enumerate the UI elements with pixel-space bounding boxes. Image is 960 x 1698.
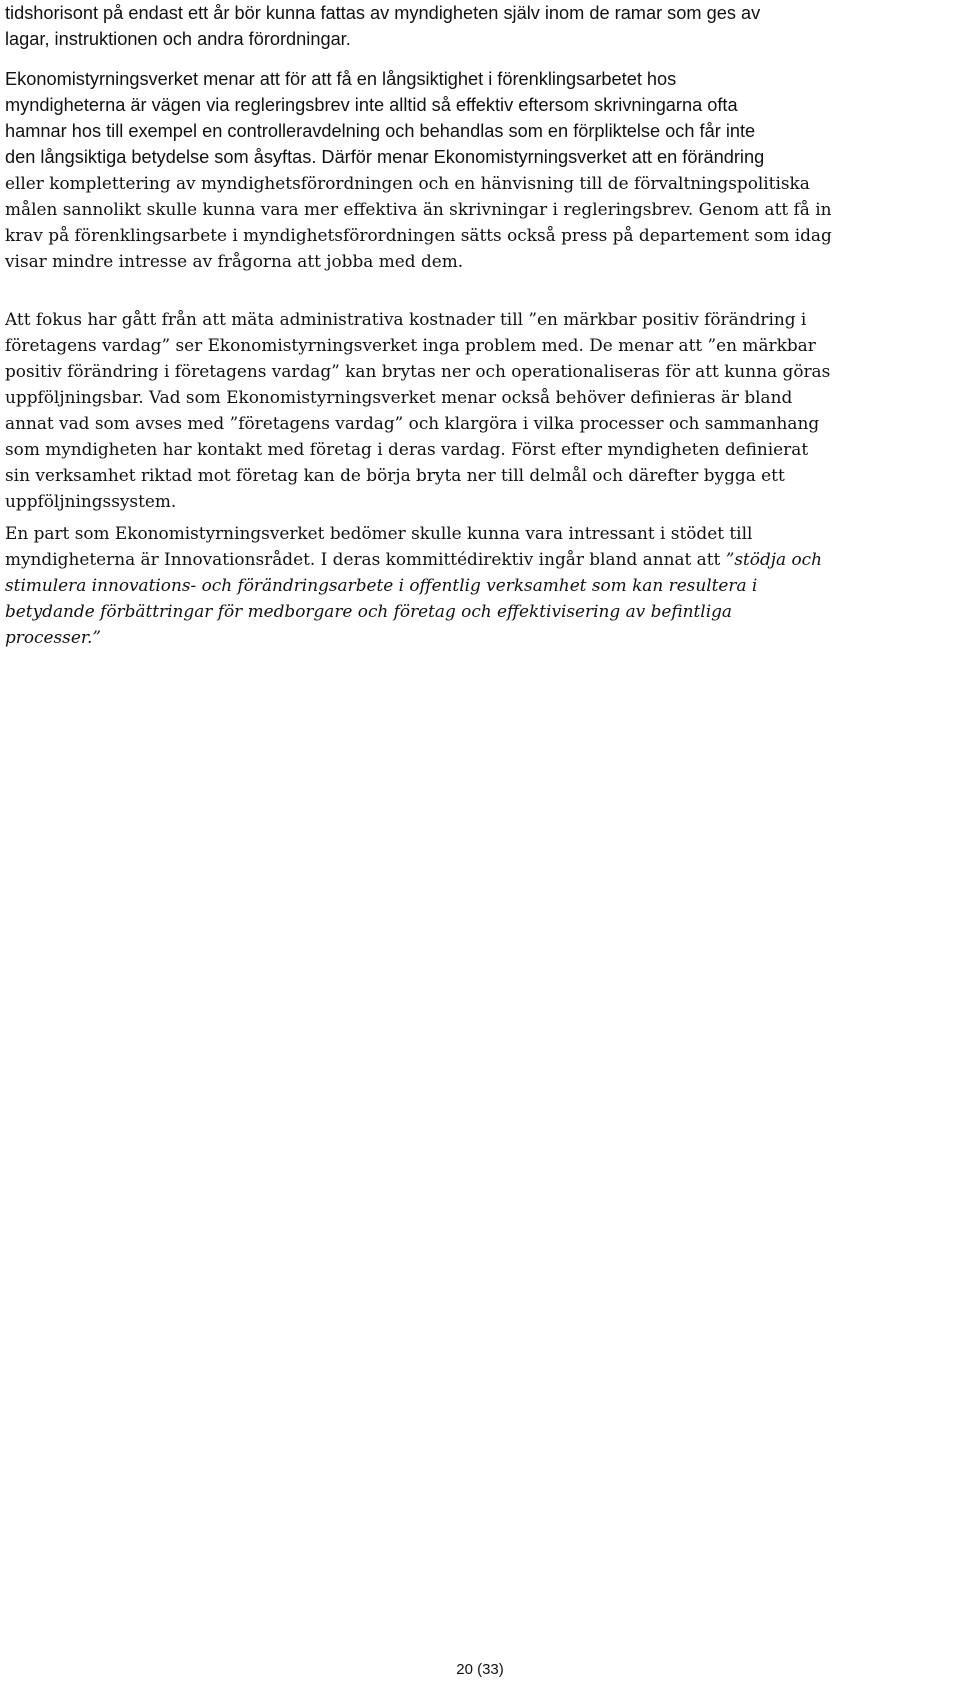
text-line: visar mindre intresse av frågorna att jobba med dem. [5,251,464,271]
text-line: lagar, instruktionen och andra förordningar. [5,29,351,49]
quote-line: stimulera innovations- och förändringsarbete i offentlig verksamhet som kan resultera i [5,575,758,595]
paragraph-innovationsradet [5,520,953,650]
paragraph-regleringsbrev [5,66,953,274]
text-line-mixed [5,546,953,572]
text-line: uppföljningssystem. [5,491,177,511]
text-line: myndigheterna är vägen via regleringsbrev inte alltid så effektiv eftersom skrivningarna ofta [5,95,738,115]
text-line: som myndigheten har kontakt med företag i deras vardag. Först efter myndigheten definierat [5,439,809,459]
text-line: hamnar hos till exempel en controlleravdelning och behandlas som en förpliktelse och får inte [5,121,756,141]
text-line: Att fokus har gått från att mäta administrativa kostnader till ”en märkbar positiv förändring i [5,309,807,329]
text-line: annat vad som avses med ”företagens vardag” och klargöra i vilka processer och sammanhang [5,413,820,433]
text-line: krav på förenklingsarbete i myndighetsförordningen sätts också press på departement som idag [5,225,832,245]
paragraph-foretagens-vardag [5,306,953,514]
text-line: tidshorisont på endast ett år bör kunna fattas av myndigheten själv inom de ramar som ges av [5,3,761,23]
text-line: Ekonomistyrningsverket menar att för att få en långsiktighet i förenklingsarbetet hos [5,69,677,89]
text-line: positiv förändring i företagens vardag” kan brytas ner och operationaliseras för att kunna göras [5,361,831,381]
text-line: eller komplettering av myndighetsförordningen och en hänvisning till de förvaltningspolitiska [5,173,810,193]
text-line: målen sannolikt skulle kunna vara mer effektiva än skrivningar i regleringsbrev. Genom att få in [5,199,832,219]
quote-line: processer.” [5,627,102,647]
text-line: den långsiktiga betydelse som åsyftas. Därför menar Ekonomistyrningsverket att en förändring [5,147,765,167]
quote-line: betydande förbättringar för medborgare och företag och effektivisering av befintliga [5,601,732,621]
paragraph-continuation [5,0,953,52]
quote-italic: ”stödja och [725,549,822,569]
text-line: sin verksamhet riktad mot företag kan de börja bryta ner till delmål och därefter bygga ett [5,465,785,485]
text-line: uppföljningsbar. Vad som Ekonomistyrningsverket menar också behöver definieras är bland [5,387,793,407]
text-span: myndigheterna är Innovationsrådet. I deras kommittédirektiv ingår bland annat att [5,549,726,569]
text-line: företagens vardag” ser Ekonomistyrningsverket inga problem med. De menar att ”en märkbar [5,335,816,355]
text-line: En part som Ekonomistyrningsverket bedömer skulle kunna vara intressant i stödet till [5,523,753,543]
page-number: 20 (33) [456,1661,504,1678]
